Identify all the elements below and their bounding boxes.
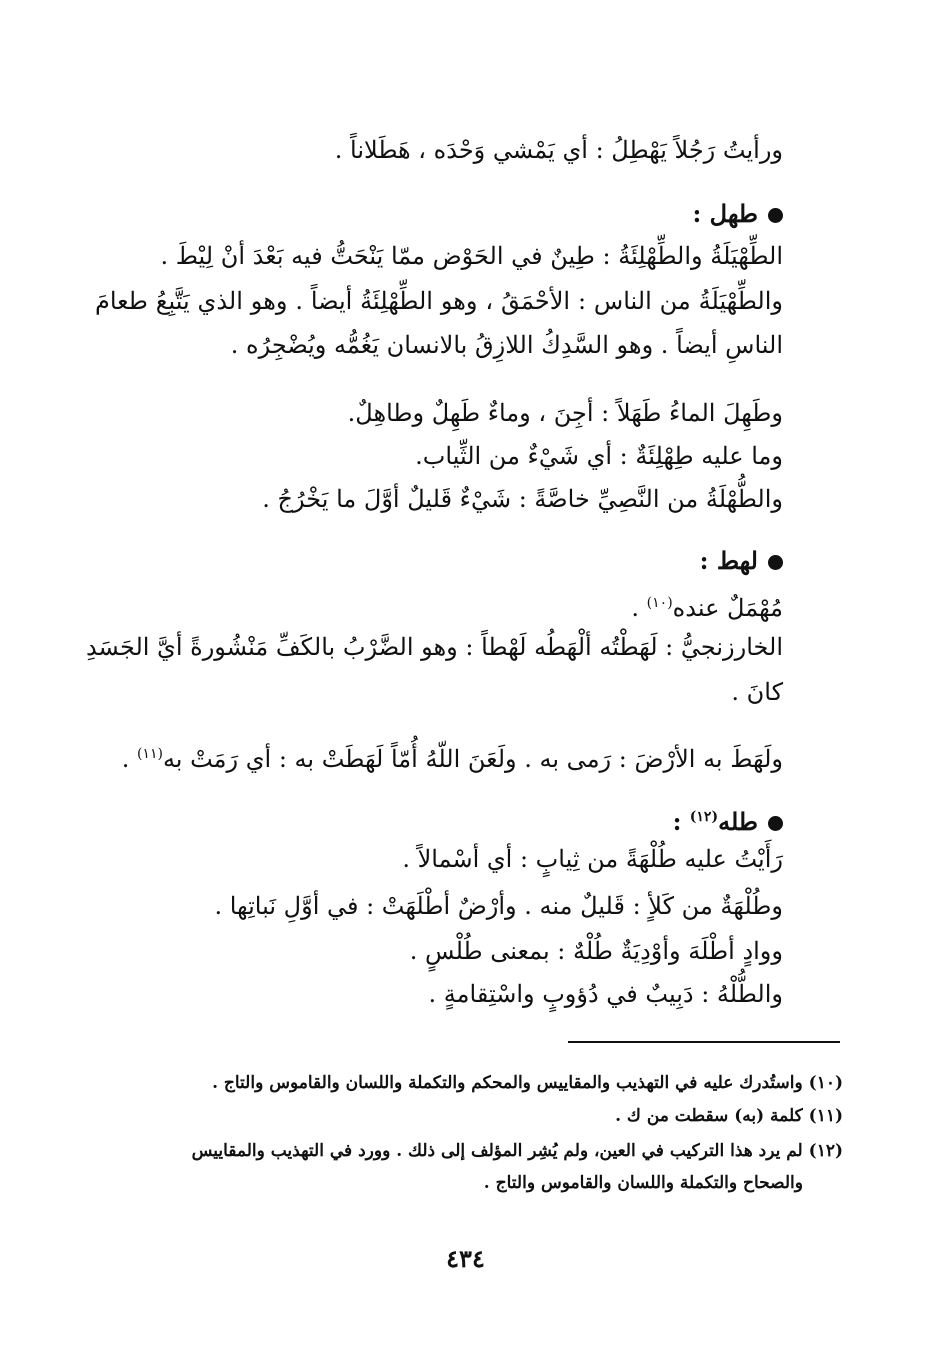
entry-line (130, 586, 783, 625)
entry-line (121, 737, 783, 776)
entry-line (130, 482, 783, 516)
entry-line (130, 934, 783, 968)
entry-text: ووادٍ أطْلَهَ وأوْدِيَةٌ طُلْهٌ : بمعنى طُلْسٍ . (409, 937, 783, 965)
entry-text: رَأَيْتُ عليه طُلْهَةً من ثِيابٍ : أي أسْمالاً . (402, 845, 783, 873)
punctuation: . (121, 745, 137, 773)
entry-line (130, 977, 783, 1011)
entry-line (95, 328, 783, 362)
entry-line (95, 284, 783, 318)
footnote (110, 1070, 843, 1096)
heading-text: لهط : (699, 546, 758, 575)
entry-line (130, 889, 783, 923)
bullet-icon (768, 555, 783, 570)
entry-text: ورأيتُ رَجُلاً يَهْطِلُ : أي يَمْشي وَحْدَه ، هَطَلاناً . (334, 136, 783, 164)
entry-line (130, 239, 783, 273)
section-heading-talah (130, 800, 783, 839)
footnote-text: (١١) كلمة (به) سقطت من ك . (615, 1106, 843, 1126)
bullet-icon (768, 208, 783, 223)
entry-text: والطُّهْلَةُ من النَّصِيِّ خاصَّةً : شَيْءٌ قَليلٌ أوَّلَ ما يَخْرُجُ . (262, 485, 783, 513)
entry-text: كانَ . (731, 678, 783, 706)
entry-text: وطَهِلَ الماءُ طَهَلاً : أجِنَ ، وماءٌ طَهِلٌ وطاهِلٌ. (347, 399, 783, 427)
entry-text: مُهْمَلٌ عنده (672, 594, 783, 622)
entry-text: والطِّهْيَلَةُ من الناس : الأحْمَقُ ، وهو الطِّهْلِئَةُ أيضاً . وهو الذي يَتَّبِعُ طعامَ (95, 287, 783, 315)
entry-line (130, 396, 783, 430)
punctuation: : (672, 807, 690, 836)
section-heading-tahl (130, 197, 783, 231)
entry-line (95, 675, 783, 709)
entry-line (130, 439, 783, 473)
page-number: ٤٣٤ (446, 1244, 485, 1273)
entry-line (130, 133, 783, 167)
footnote (110, 1138, 843, 1164)
footnote (110, 1103, 843, 1129)
entry-text: الناسِ أيضاً . وهو السَّدِكُ اللازِقُ بالانسان يَغُمُّه ويُضْجِرُه . (230, 331, 783, 359)
entry-line (130, 842, 783, 876)
footnote-marker: (١٢) (689, 809, 719, 825)
bullet-icon (768, 816, 783, 831)
footnote-marker: (١١) (136, 746, 163, 762)
entry-text: وما عليه طِهْلِئَةٌ : أي شَيْءٌ من الثِّياب. (415, 442, 783, 470)
entry-text: وطُلْهَةٌ من كَلأٍ : قَليلٌ منه . وأرْضٌ أطْلَهَتْ : في أوَّلِ نَباتِها . (214, 892, 783, 920)
entry-text: الطِّهْيَلَةُ والطِّهْلِئَةُ : طِينٌ في الحَوْض ممّا يَنْحَتُّ فيه بَعْدَ أنْ لِيْطَ . (160, 242, 783, 270)
entry-text: والطُّلْهُ : دَبِيبٌ في دُؤوبٍ واسْتِقامةٍ . (428, 980, 783, 1008)
footnote-text: والصحاح والتكملة واللسان والقاموس والتاج . (483, 1173, 803, 1193)
heading-text: طهل : (692, 199, 758, 228)
punctuation: . (631, 594, 647, 622)
footnote-divider (568, 1041, 840, 1043)
heading-text: طله (718, 807, 758, 836)
entry-text: ولَهَطَ به الأرْضَ : رَمى به . ولَعَنَ اللّهُ أُمّاً لَهَطَتْ به : أي رَمَتْ به (162, 745, 783, 773)
section-heading-lahat (130, 544, 783, 578)
entry-text: الخارزنجيُّ : لَهَطْتُه ألْهَطُه لَهْطاً : وهو الضَّرْبُ بالكَفِّ مَنْشُورةً أيَّ الجَسَدِ (85, 633, 783, 661)
footnote-text: (١٠) واستُدرك عليه في التهذيب والمقاييس والمحكم والتكملة واللسان والقاموس والتاج . (212, 1073, 843, 1093)
footnote-marker: (١٠) (646, 595, 673, 611)
entry-line (85, 630, 783, 664)
footnote-continuation (110, 1170, 803, 1196)
footnote-text: (١٢) لم يرد هذا التركيب في العين، ولم يُشِر المؤلف إلى ذلك . وورد في التهذيب والمقاييس (191, 1141, 843, 1161)
